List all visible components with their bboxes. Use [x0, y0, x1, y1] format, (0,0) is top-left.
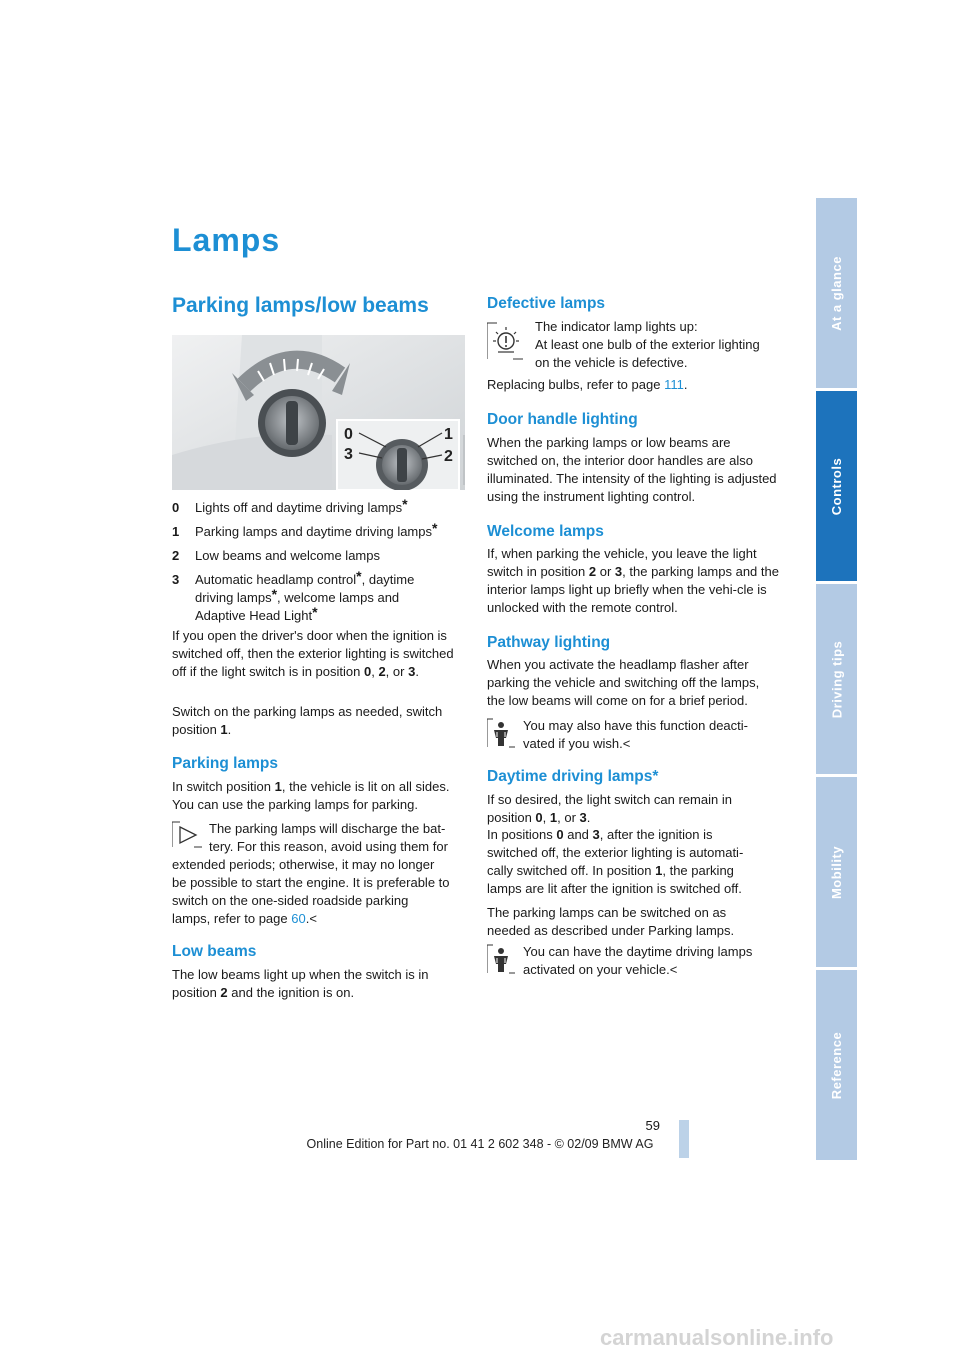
- pathway-lighting-hint: You may also have this function deacti- vated if you wish.<: [523, 718, 748, 751]
- person-hint-icon: [487, 718, 515, 748]
- list-item: 1 Parking lamps and daytime driving lamps*: [172, 520, 438, 539]
- daytime-text-1: If so desired, the light switch can remain in position 0, 1, or 3.: [487, 792, 732, 825]
- heading-pathway-lighting: Pathway lighting: [487, 634, 611, 651]
- heading-welcome-lamps: Welcome lamps: [487, 523, 604, 540]
- figure-label-1: 1: [444, 426, 453, 443]
- figure-label-0: 0: [344, 426, 353, 443]
- ignition-paragraph: If you open the driver's door when the ignition is switched off, then the exterior lighting is switched off if the light switch is in position 0, 2, or 3.: [172, 628, 454, 679]
- list-item: 0 Lights off and daytime driving lamps*: [172, 496, 408, 515]
- welcome-lamps-text: If, when parking the vehicle, you leave the light switch in position 2 or 3, the parking lamps and the interior lamps light up briefly when the vehi-cle is unlocked with the remote control.: [487, 546, 779, 615]
- parking-lamps-caution: The parking lamps will discharge the bat- tery. For this reason, avoid using them for extended periods; otherwise, it may no longer be possible to start the engine. It is preferable to switch on the one-sided roadside parking lamps, refer to page 60.<: [172, 821, 450, 926]
- switch-on-paragraph: Switch on the parking lamps as needed, switch position 1.: [172, 704, 443, 737]
- daytime-hint: You can have the daytime driving lamps activated on your vehicle.<: [523, 944, 753, 977]
- tab-at-a-glance[interactable]: At a glance: [816, 198, 857, 388]
- switch-position-list: [172, 496, 462, 631]
- pathway-lighting-text: When you activate the headlamp flasher after parking the vehicle and switching off the lamps, the low beams will come on for a brief period.: [487, 657, 760, 708]
- person-hint-icon: [487, 944, 515, 974]
- list-item: 3 Automatic headlamp control*, daytime driving lamps*, welcome lamps and Adaptive Head Light*: [172, 568, 415, 623]
- daytime-text-3: The parking lamps can be switched on as needed as described under Parking lamps.: [487, 905, 735, 938]
- figure-label-2: 2: [444, 448, 453, 465]
- heading-low-beams: Low beams: [172, 943, 257, 960]
- page-link-111[interactable]: 111: [664, 377, 684, 392]
- replacing-bulbs-text: Replacing bulbs, refer to page 111.: [487, 377, 688, 392]
- daytime-text-2: In positions 0 and 3, after the ignition is switched off, the exterior lighting is automati- cally switched off. In position 1, the parking lamps are lit after the ignition is switched off.: [487, 827, 744, 896]
- tab-reference[interactable]: Reference: [816, 970, 857, 1160]
- page-title: Lamps: [172, 222, 281, 258]
- tab-controls[interactable]: Controls: [816, 391, 857, 581]
- light-switch-illustration: [172, 335, 465, 490]
- list-item: 2 Low beams and welcome lamps: [172, 548, 380, 563]
- page-link-60[interactable]: 60: [291, 911, 306, 926]
- low-beams-text: The low beams light up when the switch is in position 2 and the ignition is on.: [172, 967, 429, 1000]
- defective-lamps-note: The indicator lamp lights up: At least one bulb of the exterior lighting on the vehicle is defective.: [535, 319, 760, 370]
- heading-door-handle-lighting: Door handle lighting: [487, 411, 638, 428]
- figure-label-3: 3: [344, 446, 353, 463]
- heading-parking-lamps: Parking lamps: [172, 755, 278, 772]
- section-heading-parking-low-beams: Parking lamps/low beams: [172, 294, 429, 317]
- footer-edition: Online Edition for Part no. 01 41 2 602 348 - © 02/09 BMW AG: [306, 1137, 654, 1151]
- light-switch-figure: [172, 335, 465, 490]
- bulb-warning-icon: [487, 322, 523, 360]
- tab-driving-tips[interactable]: Driving tips: [816, 584, 857, 774]
- page-number: 59: [645, 1118, 660, 1133]
- heading-defective-lamps: Defective lamps: [487, 295, 606, 312]
- door-handle-lighting-text: When the parking lamps or low beams are switched on, the interior door handles are also illuminated. The intensity of the lighting is adjusted using the instrument lighting control.: [487, 435, 777, 504]
- watermark: carmanualsonline.info: [600, 1325, 834, 1350]
- tab-mobility[interactable]: Mobility: [816, 777, 857, 967]
- heading-daytime-driving-lamps: Daytime driving lamps*: [487, 768, 659, 785]
- parking-lamps-text: In switch position 1, the vehicle is lit on all sides. You can use the parking lamps for parking.: [172, 779, 450, 812]
